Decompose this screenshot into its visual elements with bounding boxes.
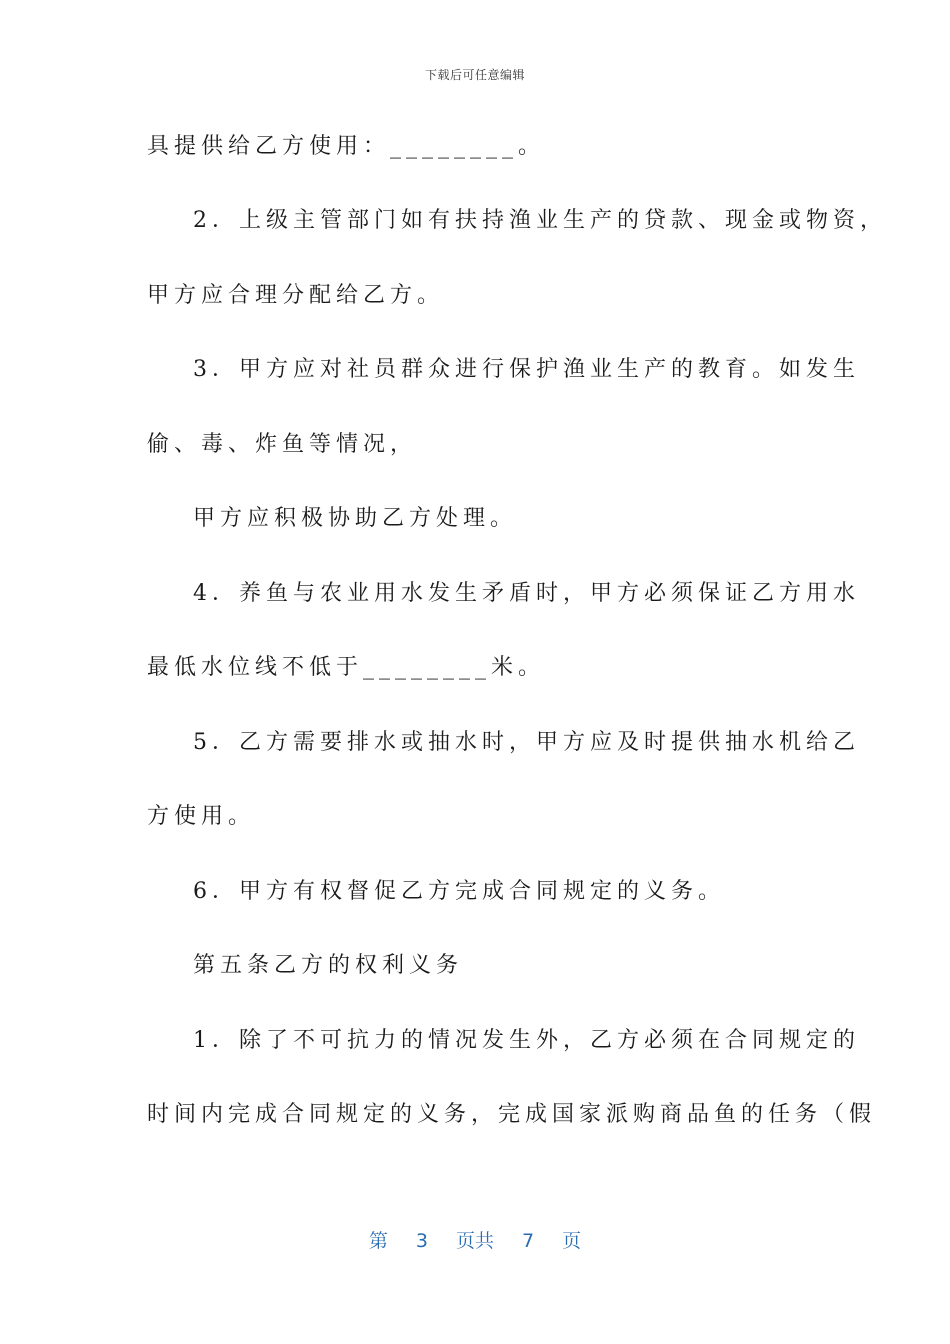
body-line-14: 时间内完成合同规定的义务，完成国家派购商品鱼的任务（假 bbox=[147, 1102, 877, 1127]
body-line-11: 6．甲方有权督促乙方完成合同规定的义务。 bbox=[193, 879, 725, 904]
footer-prefix: 第 bbox=[368, 1230, 388, 1252]
body-line-7: 4．养鱼与农业用水发生矛盾时，甲方必须保证乙方用水 bbox=[193, 581, 860, 606]
footer-current-page: 3 bbox=[415, 1230, 428, 1252]
footer-middle: 页共 bbox=[455, 1230, 494, 1252]
page-footer bbox=[0, 1226, 950, 1253]
footer-total-pages: 7 bbox=[522, 1230, 535, 1252]
footer-suffix: 页 bbox=[562, 1230, 582, 1252]
body-line-4: 3．甲方应对社员群众进行保护渔业生产的教育。如发生 bbox=[193, 357, 860, 382]
body-line-8: 最低水位线不低于________米。 bbox=[147, 655, 546, 680]
page-header: 下载后可任意编辑 bbox=[424, 68, 525, 82]
body-line-2: 2．上级主管部门如有扶持渔业生产的贷款、现金或物资， bbox=[193, 208, 887, 233]
body-line-13: 1．除了不可抗力的情况发生外，乙方必须在合同规定的 bbox=[193, 1028, 860, 1053]
body-line-9: 5．乙方需要排水或抽水时，甲方应及时提供抽水机给乙 bbox=[193, 730, 860, 755]
body-line-10: 方使用。 bbox=[147, 804, 256, 829]
section-heading: 第五条乙方的权利义务 bbox=[193, 953, 464, 978]
body-line-1: 具提供给乙方使用：________。 bbox=[147, 134, 546, 159]
body-line-6: 甲方应积极协助乙方处理。 bbox=[193, 506, 518, 531]
body-line-3: 甲方应合理分配给乙方。 bbox=[147, 283, 445, 308]
body-line-5: 偷、毒、炸鱼等情况， bbox=[147, 432, 418, 457]
